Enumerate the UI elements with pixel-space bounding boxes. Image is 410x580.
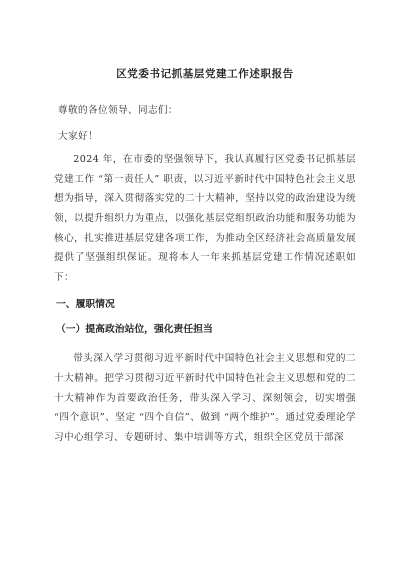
intro-paragraph: 2024 年，在市委的坚强领导下，我认真履行区党委书记抓基层党建工作 “第一责任人” 职责，以习近平新时代中国特色社会主义思想为指导，深入贯彻落实党的二十大精神，坚持以党的政治建设为统领，以提升组织力为重点，以强化基层党组织政治功能和服务功能为核心，扎实推进基层党建各项工作，为推动全区经济社会高质量发展提供了坚强组织保证。现将本人一年来抓基层党建工作情况述职如下：: [54, 154, 356, 283]
section-heading: 一、履职情况: [56, 299, 115, 311]
subsection-heading: （一）提高政治站位，强化责任担当: [56, 324, 213, 336]
document-title: 区党委书记抓基层党建工作述职报告: [116, 68, 294, 80]
document-body: [54, 66, 356, 447]
body-paragraph: 带头深入学习贯彻习近平新时代中国特色社会主义思想和党的二十大精神。把学习贯彻习近平新时代中国特色社会主义思想和党的二十大精神作为首要政治任务，带头深入学习、深刻领会，切实增强 “四个意识”、坚定 “四个自信”、做到 “两个维护”。通过党委理论学习中心组学习、专题研讨、集中培训等方式，组织全区党员干部深: [54, 353, 356, 443]
salutation: 尊敬的各位领导、同志们：: [58, 105, 178, 116]
greeting: 大家好！: [58, 130, 98, 142]
